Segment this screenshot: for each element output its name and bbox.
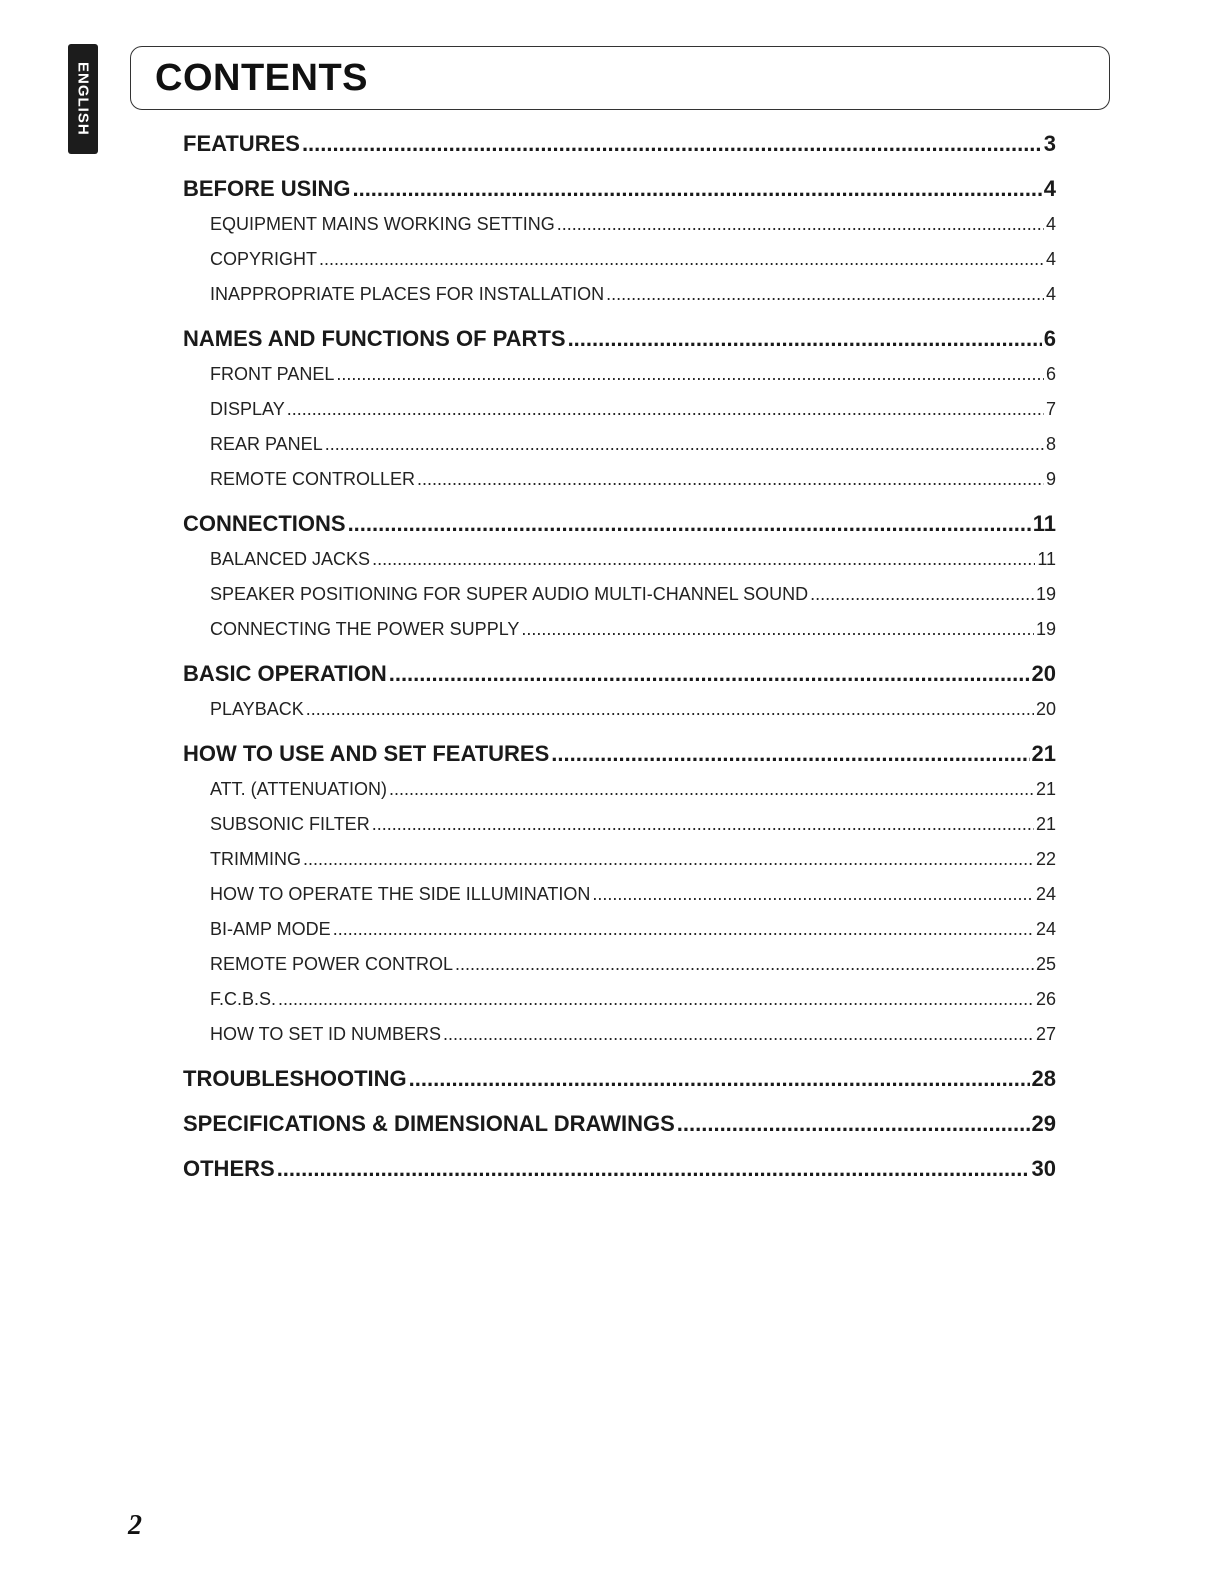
- toc-subitem[interactable]: [183, 877, 1056, 912]
- page-title: CONTENTS: [155, 57, 368, 99]
- toc-subitem-title: BALANCED JACKS: [210, 549, 371, 569]
- toc-subitem-page: 24: [1035, 884, 1056, 904]
- toc-section-heading-title: BASIC OPERATION: [183, 661, 387, 686]
- toc-subitem-title: CONNECTING THE POWER SUPPLY: [210, 619, 520, 639]
- toc-section: [183, 171, 1056, 312]
- toc-section: [183, 1151, 1056, 1187]
- toc-subitem-page: 11: [1037, 549, 1056, 569]
- toc-subitem[interactable]: [183, 207, 1056, 242]
- dot-leader: [333, 919, 1034, 940]
- table-of-contents: [183, 126, 1056, 1196]
- dot-leader: [352, 176, 1041, 202]
- dot-leader: [372, 549, 1035, 570]
- toc-subitem-page: 19: [1035, 619, 1056, 639]
- toc-subitem-page: 19: [1035, 584, 1056, 604]
- toc-subitem[interactable]: [183, 392, 1056, 427]
- toc-subitem[interactable]: [183, 277, 1056, 312]
- toc-subitem-title: SPEAKER POSITIONING FOR SUPER AUDIO MULTI-CHANNEL SOUND: [210, 584, 809, 604]
- toc-subitem-title: REAR PANEL: [210, 434, 323, 454]
- dot-leader: [389, 779, 1034, 800]
- page-number: 2: [128, 1510, 142, 1541]
- toc-subitem-page: 9: [1045, 469, 1056, 489]
- dot-leader: [372, 814, 1034, 835]
- dot-leader: [417, 469, 1044, 490]
- dot-leader: [592, 884, 1034, 905]
- toc-section-heading-page: 3: [1043, 131, 1056, 156]
- toc-subitem-title: REMOTE CONTROLLER: [210, 469, 416, 489]
- toc-section-heading-title: BEFORE USING: [183, 176, 351, 201]
- dot-leader: [306, 699, 1034, 720]
- toc-subitem[interactable]: [183, 1017, 1056, 1052]
- toc-subitem[interactable]: [183, 772, 1056, 807]
- toc-subitem[interactable]: [183, 462, 1056, 497]
- language-tab-label: ENGLISH: [74, 62, 92, 136]
- dot-leader: [302, 131, 1042, 157]
- toc-subitem[interactable]: [183, 912, 1056, 947]
- toc-subitem[interactable]: [183, 357, 1056, 392]
- toc-section-heading[interactable]: [183, 321, 1056, 357]
- toc-subitem[interactable]: [183, 692, 1056, 727]
- dot-leader: [319, 249, 1044, 270]
- toc-subitem[interactable]: [183, 947, 1056, 982]
- toc-section: [183, 506, 1056, 647]
- dot-leader: [287, 399, 1044, 420]
- toc-subitem[interactable]: [183, 612, 1056, 647]
- dot-leader: [810, 584, 1034, 605]
- dot-leader: [521, 619, 1034, 640]
- toc-subitem[interactable]: [183, 842, 1056, 877]
- toc-section-heading-page: 4: [1043, 176, 1056, 201]
- toc-section-heading-page: 28: [1031, 1066, 1056, 1091]
- toc-subitem[interactable]: [183, 807, 1056, 842]
- toc-section: [183, 656, 1056, 727]
- dot-leader: [348, 511, 1031, 537]
- title-box: [130, 46, 1110, 110]
- toc-subitem-title: DISPLAY: [210, 399, 285, 419]
- toc-section: [183, 321, 1056, 497]
- toc-subitem-page: 27: [1035, 1024, 1056, 1044]
- dot-leader: [409, 1066, 1030, 1092]
- toc-section-heading[interactable]: [183, 1106, 1056, 1142]
- dot-leader: [278, 989, 1034, 1010]
- toc-subitem-page: 25: [1035, 954, 1056, 974]
- dot-leader: [336, 364, 1044, 385]
- toc-section-heading-title: TROUBLESHOOTING: [183, 1066, 407, 1091]
- toc-subitem-page: 24: [1035, 919, 1056, 939]
- toc-subitem-title: SUBSONIC FILTER: [210, 814, 370, 834]
- toc-subitem[interactable]: [183, 427, 1056, 462]
- toc-section-heading[interactable]: [183, 506, 1056, 542]
- toc-section-heading-title: HOW TO USE AND SET FEATURES: [183, 741, 550, 766]
- toc-section-heading[interactable]: [183, 736, 1056, 772]
- toc-subitem-page: 4: [1045, 284, 1056, 304]
- toc-subitem-title: HOW TO SET ID NUMBERS: [210, 1024, 442, 1044]
- toc-section: [183, 1106, 1056, 1142]
- toc-subitem-page: 26: [1035, 989, 1056, 1009]
- toc-subitem[interactable]: [183, 542, 1056, 577]
- dot-leader: [455, 954, 1034, 975]
- toc-subitem-title: REMOTE POWER CONTROL: [210, 954, 454, 974]
- toc-subitem[interactable]: [183, 982, 1056, 1017]
- toc-subitem-page: 8: [1045, 434, 1056, 454]
- toc-subitem-title: COPYRIGHT: [210, 249, 318, 269]
- toc-section-heading-page: 6: [1043, 326, 1056, 351]
- toc-subitem-title: ATT. (ATTENUATION): [210, 779, 387, 799]
- toc-subitem-page: 22: [1035, 849, 1056, 869]
- toc-section-heading-title: NAMES AND FUNCTIONS OF PARTS: [183, 326, 566, 351]
- toc-section-heading-title: OTHERS: [183, 1156, 275, 1181]
- toc-section: [183, 736, 1056, 1052]
- toc-subitem-title: EQUIPMENT MAINS WORKING SETTING: [210, 214, 555, 234]
- toc-subitem-page: 21: [1035, 814, 1056, 834]
- toc-section-heading-title: FEATURES: [183, 131, 300, 156]
- toc-section-heading[interactable]: [183, 1061, 1056, 1097]
- toc-section-heading-title: SPECIFICATIONS & DIMENSIONAL DRAWINGS: [183, 1111, 675, 1136]
- toc-subitem-page: 20: [1035, 699, 1056, 719]
- toc-subitem-page: 6: [1045, 364, 1056, 384]
- toc-subitem-page: 4: [1045, 249, 1056, 269]
- dot-leader: [606, 284, 1044, 305]
- dot-leader: [443, 1024, 1034, 1045]
- toc-section: [183, 126, 1056, 162]
- toc-subitem-page: 7: [1045, 399, 1056, 419]
- toc-subitem-page: 4: [1045, 214, 1056, 234]
- toc-subitem[interactable]: [183, 242, 1056, 277]
- toc-section-heading-page: 20: [1031, 661, 1056, 686]
- dot-leader: [303, 849, 1034, 870]
- toc-subitem[interactable]: [183, 577, 1056, 612]
- toc-section-heading-page: 21: [1031, 741, 1056, 766]
- toc-subitem-title: TRIMMING: [210, 849, 301, 869]
- toc-subitem-title: F.C.B.S.: [210, 989, 277, 1009]
- toc-section-heading-title: CONNECTIONS: [183, 511, 346, 536]
- dot-leader: [568, 326, 1042, 352]
- dot-leader: [277, 1156, 1030, 1182]
- dot-leader: [677, 1111, 1030, 1137]
- toc-section-heading[interactable]: [183, 126, 1056, 162]
- dot-leader: [389, 661, 1030, 687]
- toc-section-heading[interactable]: [183, 656, 1056, 692]
- toc-section-heading[interactable]: [183, 1151, 1056, 1187]
- dot-leader: [551, 741, 1029, 767]
- language-tab: [68, 44, 98, 154]
- toc-subitem-title: HOW TO OPERATE THE SIDE ILLUMINATION: [210, 884, 591, 904]
- toc-section-heading-page: 11: [1032, 511, 1056, 536]
- toc-section: [183, 1061, 1056, 1097]
- toc-subitem-title: INAPPROPRIATE PLACES FOR INSTALLATION: [210, 284, 605, 304]
- toc-subitem-page: 21: [1035, 779, 1056, 799]
- toc-section-heading-page: 29: [1031, 1111, 1056, 1136]
- dot-leader: [557, 214, 1044, 235]
- toc-section-heading[interactable]: [183, 171, 1056, 207]
- toc-section-heading-page: 30: [1031, 1156, 1056, 1181]
- dot-leader: [325, 434, 1044, 455]
- toc-subitem-title: PLAYBACK: [210, 699, 304, 719]
- toc-subitem-title: BI-AMP MODE: [210, 919, 331, 939]
- toc-subitem-title: FRONT PANEL: [210, 364, 335, 384]
